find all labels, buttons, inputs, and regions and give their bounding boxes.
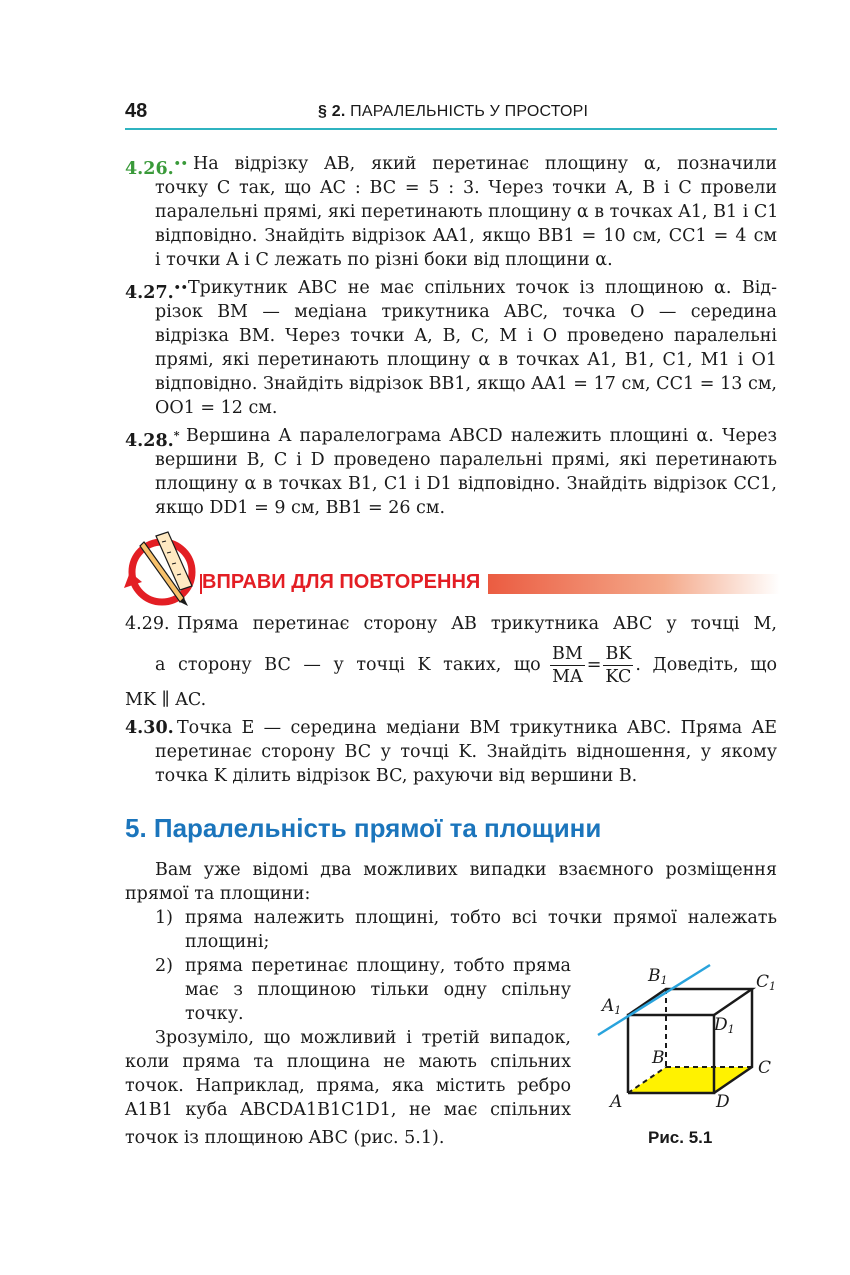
paragraph-line: A1B1 куба ABCDA1B1C1D1, не має спільних <box>125 1100 571 1120</box>
fraction-denominator: MA <box>552 666 583 687</box>
difficulty-mark: •• <box>173 281 188 294</box>
paragraph-line: прямої та площини: <box>125 884 311 904</box>
exercise-text: Трикутник ABC не має спільних точок із площиною α. Від- <box>188 278 777 298</box>
paragraph-line: Зрозуміло, що можливий і третій випадок, <box>155 1028 571 1048</box>
exercise-text: Пряма перетинає сторону AB трикутника ABC у точці M, <box>177 614 777 634</box>
exercise-text: прямі, які перетинають площину α в точках A1, B1, C1, M1 і O1 <box>155 350 777 370</box>
label-d1: D1 <box>714 1015 735 1036</box>
exercise-number: 4.26. <box>125 159 174 179</box>
running-header <box>318 103 588 121</box>
equals-sign: = <box>586 655 602 675</box>
label-d: D <box>716 1092 730 1112</box>
paragraph-line: Вам уже відомі два можливих випадки взаємного розміщення <box>155 860 777 880</box>
exercise-text: точка K ділить відрізок BC, рахуючи від вершини B. <box>155 766 638 786</box>
exercise-text: відповідно. Знайдіть відрізок AA1, якщо BB1 = 10 см, CC1 = 4 см <box>155 226 777 246</box>
exercise-number: 4.30. <box>125 718 174 738</box>
exercise-text: Вершина A паралелограма ABCD належить площині α. Через <box>186 426 777 446</box>
section-mark: § 2. <box>318 103 346 120</box>
exercise-text: вершини B, C і D проведено паралельні прямі, які перетинають <box>155 450 777 470</box>
exercise-text: відрізка BM. Через точки A, B, C, M і O проведено паралельні <box>155 326 777 346</box>
exercise-text: паралельні прямі, які перетинають площину α в точках A1, B1 і C1 <box>155 202 779 222</box>
difficulty-mark: * <box>173 429 180 442</box>
exercise-text: і точки A і C лежать по різні боки від площини α. <box>155 250 613 270</box>
exercise-text: відповідно. Знайдіть відрізок BB1, якщо AA1 = 17 см, CC1 = 13 см, <box>155 374 777 394</box>
list-item-text: пряма перетинає площину, тобто пряма <box>185 956 571 976</box>
pencil-ruler-icon <box>122 528 202 608</box>
cube-figure <box>590 955 790 1120</box>
exercise-text: площину α в точках B1, C1 і D1 відповідно. Знайдіть відрізок CC1, <box>155 474 777 494</box>
paragraph-line: точок. Наприклад, пряма, яка містить ребро <box>125 1076 571 1096</box>
exercise-text: різок BM — медіана трикутника ABC, точка O — середина <box>155 302 777 322</box>
exercise-number: 4.29. <box>125 614 170 634</box>
fraction-numerator: BM <box>552 643 583 664</box>
fraction-bm-ma <box>550 643 585 688</box>
label-a1: A1 <box>602 996 622 1017</box>
review-section-title: ВПРАВИ ДЛЯ ПОВТОРЕННЯ <box>202 571 488 594</box>
page-number: 48 <box>125 100 148 122</box>
exercise-number: 4.28. <box>125 431 174 451</box>
exercise-number: 4.27. <box>125 283 174 303</box>
label-c: C <box>758 1058 772 1078</box>
list-item-text: має з площиною тільки одну спільну <box>185 980 571 1000</box>
label-c1: C1 <box>756 972 777 993</box>
header-rule <box>125 128 777 130</box>
top-edges <box>628 989 752 1015</box>
paragraph-line: коли пряма та площина не мають спільних <box>125 1052 571 1072</box>
exercise-text: MK ∥ AC. <box>125 690 207 710</box>
fraction-bk-kc <box>603 643 633 688</box>
fraction-denominator: KC <box>605 666 632 687</box>
exercise-text: OO1 = 12 см. <box>155 398 278 418</box>
exercise-text: На відрізку AB, який перетинає площину α, позначили <box>193 154 777 174</box>
list-item-number: 1) <box>155 908 173 928</box>
exercise-text: . Доведіть, що <box>635 655 777 675</box>
exercise-text: якщо DD1 = 9 см, BB1 = 26 см. <box>155 498 446 518</box>
list-item-text: пряма належить площині, тобто всі точки прямої належать <box>185 908 777 928</box>
difficulty-mark: •• <box>173 157 188 170</box>
section-title: ПАРАЛЕЛЬНІСТЬ У ПРОСТОРІ <box>350 103 589 120</box>
figure-caption: Рис. 5.1 <box>648 1128 713 1147</box>
exercise-text: а сторону BC — у точці K таких, що <box>155 655 541 675</box>
paragraph-line: точок із площиною ABC (рис. 5.1). <box>125 1128 445 1148</box>
exercise-text: точку C так, що AC : BC = 5 : 3. Через точки A, B і C провели <box>155 178 777 198</box>
label-b: B <box>652 1048 665 1068</box>
list-item-text: точку. <box>185 1004 244 1024</box>
list-item-number: 2) <box>155 956 173 976</box>
fraction-numerator: BK <box>605 643 632 664</box>
section-heading: 5. Паралельність прямої та площини <box>125 813 602 843</box>
label-b1: B1 <box>648 966 668 987</box>
list-item-text: площині; <box>185 932 270 952</box>
exercise-text: перетинає сторону BC у точці K. Знайдіть відношення, у якому <box>155 742 777 762</box>
exercise-text: Точка E — середина медіани BM трикутника ABC. Пряма AE <box>177 718 777 738</box>
label-a: A <box>610 1092 623 1112</box>
exercise-text-with-fractions <box>155 643 777 687</box>
